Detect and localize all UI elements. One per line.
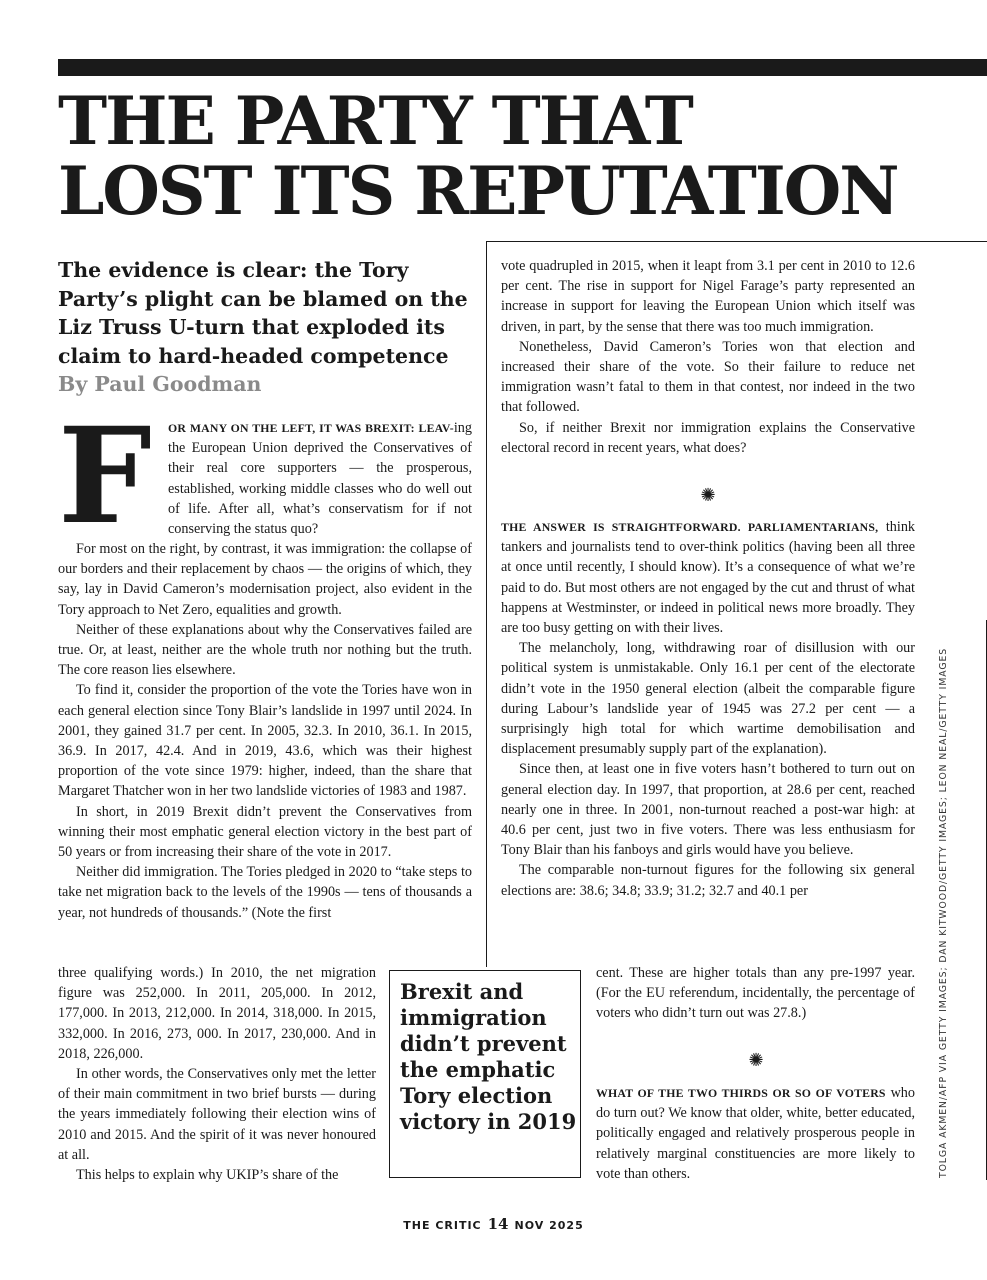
page-folio <box>0 1215 987 1233</box>
column-divider <box>486 241 487 967</box>
headline-line-2: LOST ITS REPUTATION <box>58 152 898 230</box>
paragraph: This helps to explain why UKIP’s share of the <box>76 1167 339 1184</box>
paragraph: Neither of these explanations about why the Conservatives failed are true. Or, at least, neither are the whole truth nor nothing but the truth. The core reason lies elsewhere. <box>58 621 472 679</box>
section-2-lead: THE ANSWER IS STRAIGHTFORWARD. PARLIAMENTARIANS, <box>501 520 879 534</box>
column-2-narrow-body <box>596 963 915 1024</box>
paragraph: Neither did immigration. The Tories pledged in 2020 to “take steps to take net migration back to the levels of the 1990s — tens of thousands a year, not hundreds of thousands.” (Note the first <box>58 864 472 921</box>
byline: By Paul Goodman <box>58 372 262 396</box>
headline <box>58 82 978 230</box>
column-1-body <box>58 539 472 923</box>
column-1-narrow-body <box>58 963 376 1185</box>
column-2-body <box>501 256 915 458</box>
standfirst: The evidence is clear: the Tory Party’s plight can be blamed on the Liz Truss U-turn that exploded its claim to hard-headed competence <box>58 258 468 368</box>
drop-cap: F <box>58 421 152 533</box>
header-divider <box>486 241 987 242</box>
section-3-text: who do turn out? We know that older, white, better educated, politically engaged and relatively prosperous people in relatively marginal constituencies are more likely to vote than others. <box>596 1085 915 1182</box>
section-break-icon: ✺ <box>748 1050 764 1071</box>
section-break-icon: ✺ <box>700 485 716 506</box>
section-3-lead: WHAT OF THE TWO THIRDS OR SO OF VOTERS <box>596 1086 886 1100</box>
paragraph: Nonetheless, David Cameron’s Tories won that election and increased their share of the vote. So their failure to reduce net immigration wasn’t fatal to them in that contest, nor indeed in the two that followed. <box>501 338 915 416</box>
pull-quote: Brexit and immigration didn’t prevent the emphatic Tory election victory in 2019 <box>389 970 581 1178</box>
paragraph: vote quadrupled in 2015, when it leapt from 3.1 per cent in 2010 to 12.6 per cent. The rise in support for Nigel Farage’s party represented an increase in support for leaving the European Union which itself was driven, in part, by the sense that there was too much immigration. <box>501 258 915 335</box>
paragraph: Since then, at least one in five voters hasn’t bothered to turn out on general election day. In 1997, that proportion, at 28.6 per cent, reached nearly one in three. In 2001, non-turnout reached a post-war high: at 40.6 per cent, just two in five voters. There was less enthusiasm for Tony Blair than his fanboys and girls would have you believe. <box>501 761 915 859</box>
paragraph: The melancholy, long, withdrawing roar of disillusion with our political system is unmistakable. Only 16.1 per cent of the electorate didn’t vote in the 1950 general election (albeit the comparable figure during Labour’s landslide year of 1945 was 27.2 per cent — a surprisingly high total for which wartime demobilisation and displacement presumably supply part of the explanation). <box>501 640 915 758</box>
paragraph: So, if neither Brexit nor immigration explains the Conservative electoral record in recent years, what does? <box>501 419 915 456</box>
intro-lead: OR MANY ON THE LEFT, IT WAS BREXIT: LEAV- <box>168 421 454 435</box>
paragraph: cent. These are higher totals than any pre-1997 year. (For the EU referendum, incidentally, the percentage of voters who didn’t turn out was 27.8.) <box>596 965 915 1022</box>
page-number: 14 <box>487 1215 509 1233</box>
paragraph: three qualifying words.) In 2010, the net migration figure was 252,000. In 2011, 205,000. In 2012, 177,000. In 2013, 212,000. In 2014, 318,000. In 2015, 332,000. In 2016, 273, 000. In 2017, 230,000. And in 2018, 226,000. <box>58 965 376 1062</box>
magazine-name: THE CRITIC <box>403 1219 482 1232</box>
column-2-section-2 <box>501 517 915 901</box>
paragraph: The comparable non-turnout figures for the following six general elections are: 38.6; 34.8; 33.9; 31.2; 32.7 and 40.1 per <box>501 862 915 899</box>
intro-text: ing the European Union deprived the Conservatives of their real core supporters — the prosperous, established, working middle classes who do well out of life. After all, what’s conservatism for if not conserving the status quo? <box>168 420 472 538</box>
paragraph: To find it, consider the proportion of the vote the Tories have won in each general election since Tony Blair’s landslide in 1997 until 2024. In 2001, they gained 31.7 per cent. In 2005, 32.3. In 2010, 36.1. In 2015, 36.9. In 2017, 42.4. And in 2019, 43.6, which was their highest proportion of the vote since 1979: higher, indeed, than the share that Margaret Thatcher won in her two landslide victories of 1983 and 1987. <box>58 682 472 800</box>
photo-credit: TOLGA AKMEN/AFP VIA GETTY IMAGES; DAN KITWOOD/GETTY IMAGES; LEON NEAL/GETTY IMAGES <box>938 647 949 1178</box>
headline-line-1: THE PARTY THAT <box>58 82 692 160</box>
column-2-section-3 <box>596 1083 915 1184</box>
paragraph: In other words, the Conservatives only met the letter of their main commitment in two brief bursts — during the years immediately following their election wins of 2010 and 2015. And the spirit of it was never honoured at all. <box>58 1066 376 1163</box>
issue-date: NOV 2025 <box>514 1219 584 1232</box>
intro-paragraph <box>168 418 472 539</box>
paragraph: For most on the right, by contrast, it was immigration: the collapse of our borders and their replacement by chaos — the origins of which, they say, lay in David Cameron’s modernisation project, also evident in the Tory approach to Net Zero, equalities and growth. <box>58 541 472 618</box>
top-rule-bar <box>58 59 987 76</box>
section-2-text: think tankers and journalists tend to over-think politics (having been all three at once until recently, I should know). It’s a consequence of what we’re paid to do. But most others are not engaged by the cut and thrust of what happens at Westminster, or indeed in political news more broadly. They are too busy getting on with their lives. <box>501 519 916 637</box>
paragraph: In short, in 2019 Brexit didn’t prevent the Conservatives from winning their most emphatic general election victory in the best part of 50 years or from increasing their share of the vote in 2017. <box>58 803 472 861</box>
